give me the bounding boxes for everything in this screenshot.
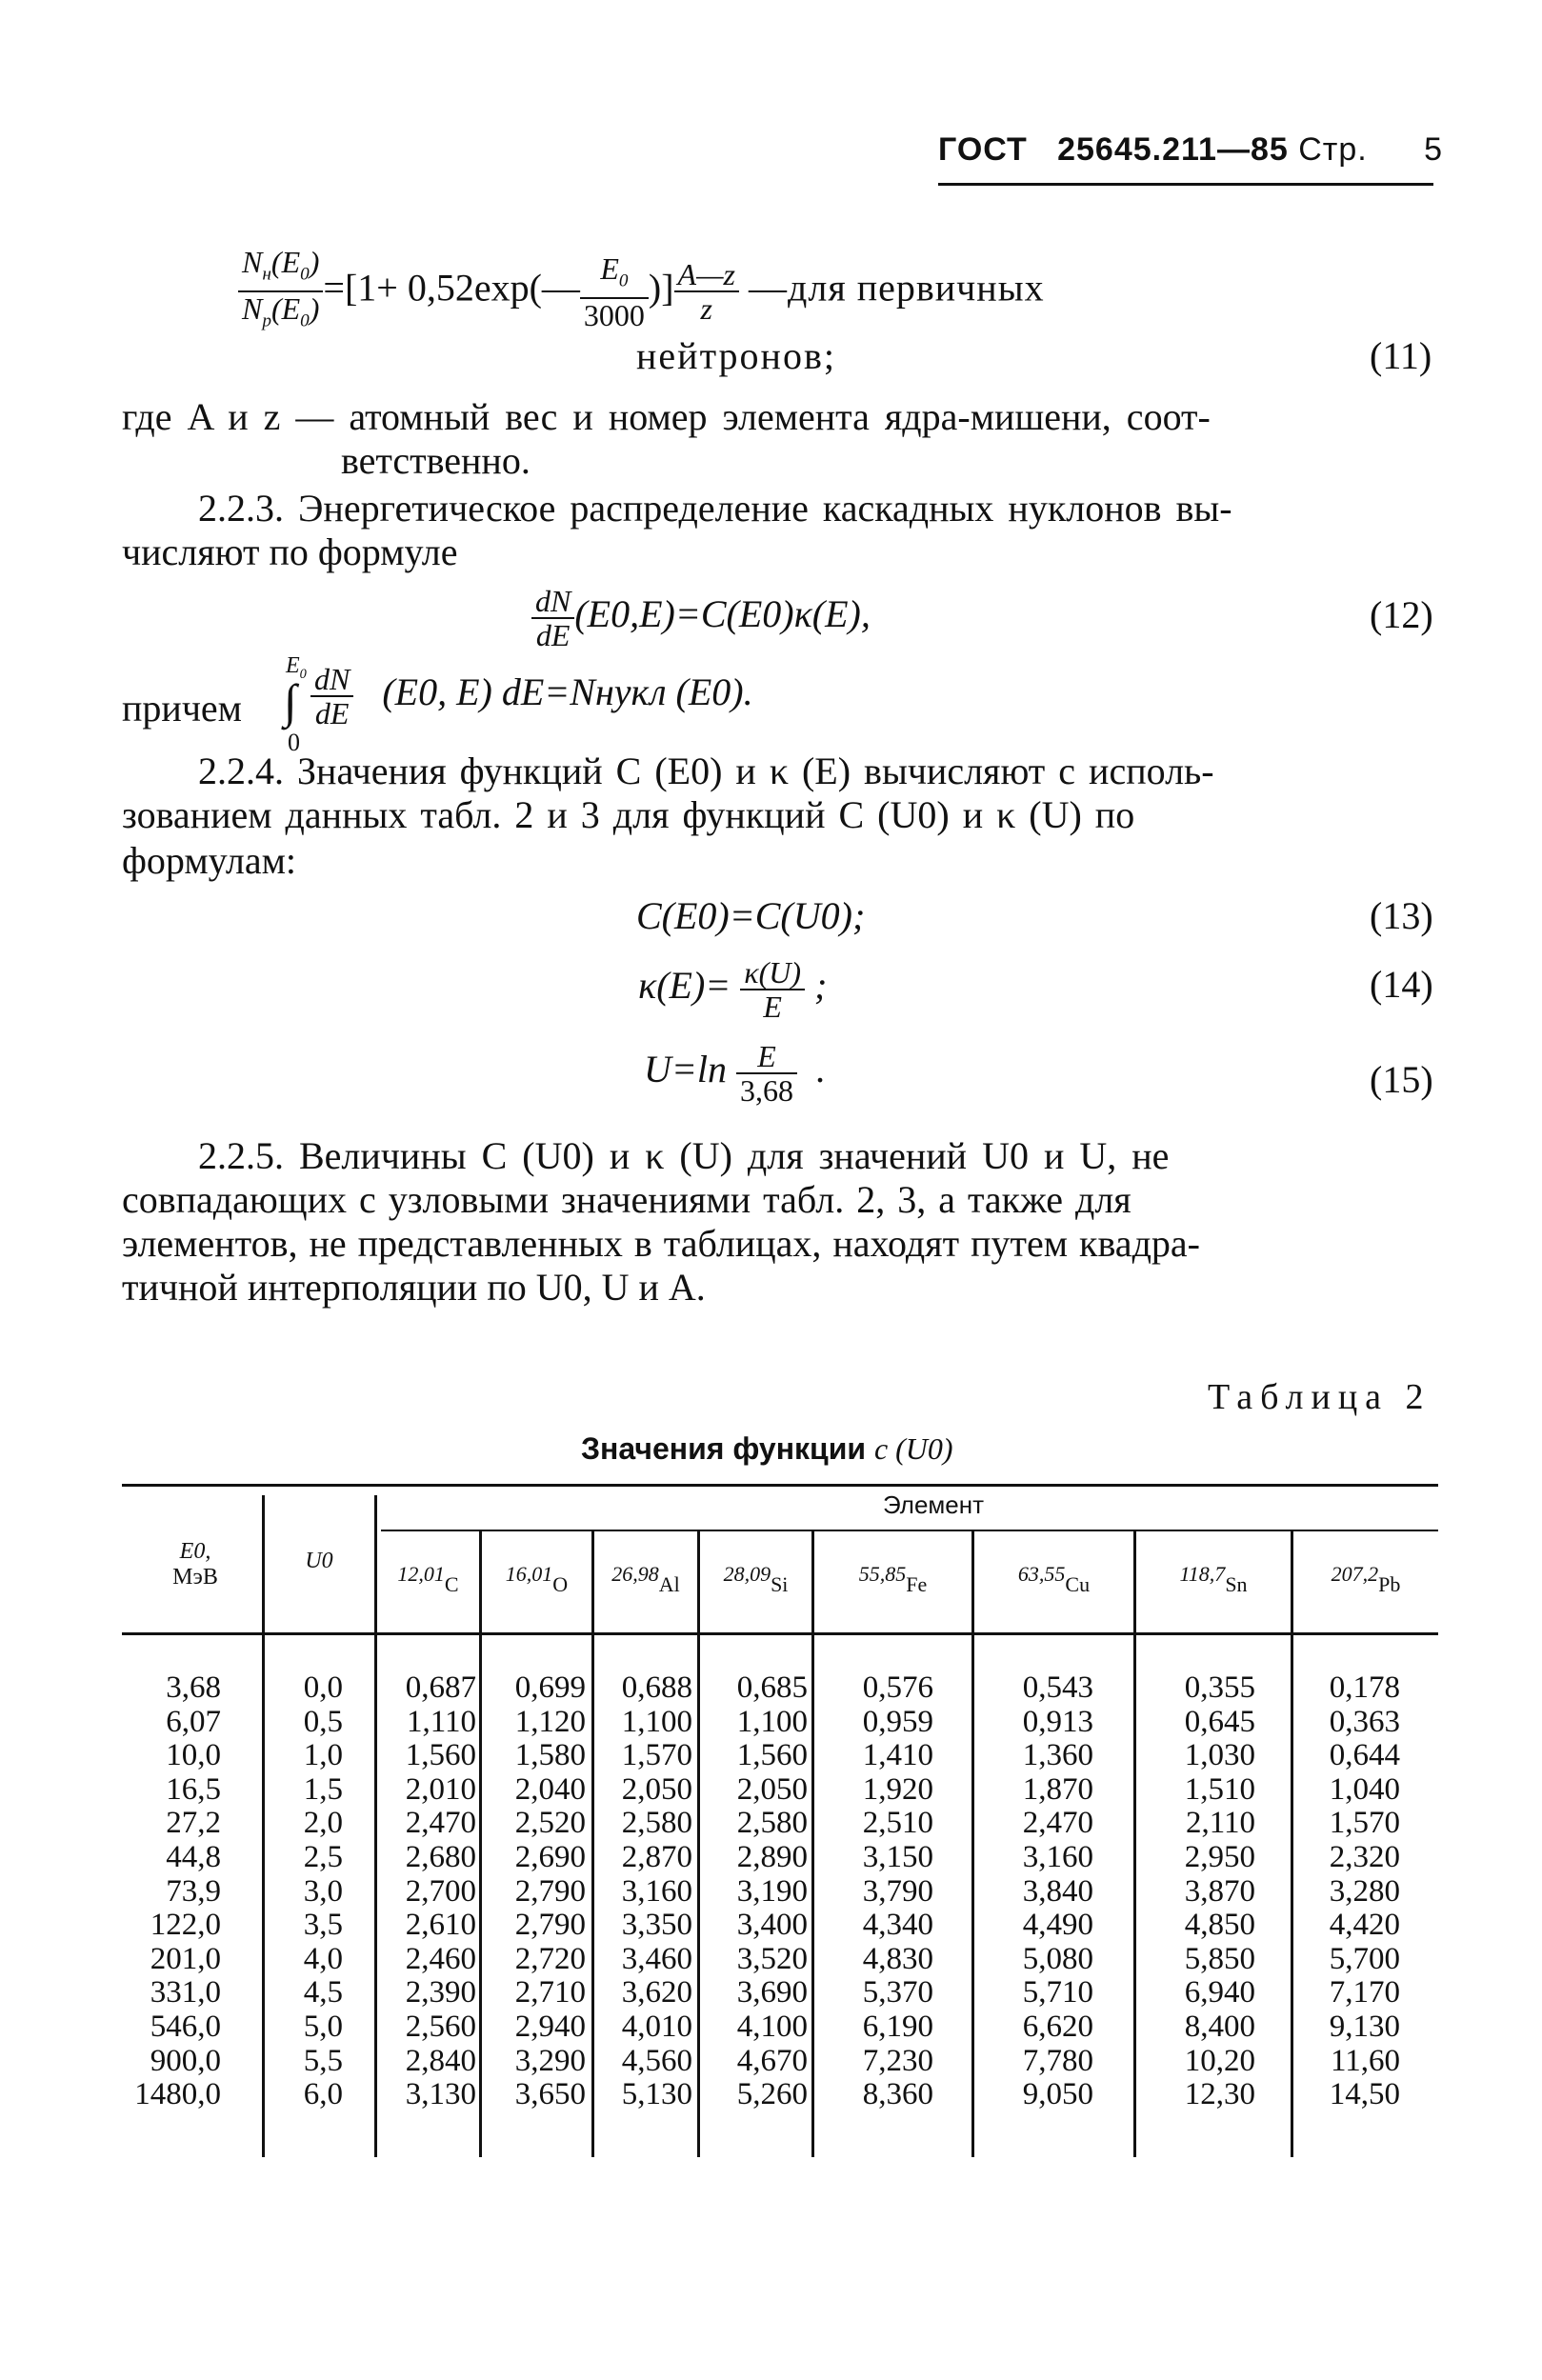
table-cell: 0,645 <box>1184 1704 1255 1739</box>
table-cell: 7,170 <box>1329 1975 1400 2010</box>
table-cell: 1,040 <box>1329 1771 1400 1807</box>
column-sn <box>1103 1671 1255 2112</box>
element-mass: 12,01 <box>397 1562 445 1586</box>
table-cell: 5,850 <box>1184 1941 1255 1976</box>
table-cell: 0,0 <box>303 1670 343 1705</box>
table-cell: 2,010 <box>405 1771 476 1807</box>
eq14-number: (14) <box>1370 963 1433 1006</box>
table-cell: 1,360 <box>1022 1738 1093 1773</box>
paragraph-225-line4: тичной интерполяции по U0, U и A. <box>122 1266 706 1309</box>
table-cell: 5,710 <box>1022 1975 1093 2010</box>
table-cell: 1,570 <box>1329 1806 1400 1841</box>
header-number: 25645.211—85 <box>1057 131 1289 168</box>
table-cell: 1,580 <box>514 1738 586 1773</box>
table-cell: 4,100 <box>736 2009 808 2044</box>
element-header-fe <box>814 1562 971 1597</box>
table-cell: 1,0 <box>303 1738 343 1773</box>
table-cell: 4,010 <box>621 2009 692 2044</box>
element-mass: 63,55 <box>1017 1562 1066 1586</box>
table-cell: 3,5 <box>303 1908 343 1943</box>
table-cell: 201,0 <box>150 1941 221 1976</box>
table-cell: 2,580 <box>621 1806 692 1841</box>
header-page-number: 5 <box>1424 131 1443 168</box>
table-cell: 5,700 <box>1329 1941 1400 1976</box>
eq13-number: (13) <box>1370 894 1433 937</box>
paragraph-224-line3: формулам: <box>122 839 297 882</box>
table-cell: 1,030 <box>1184 1738 1255 1773</box>
element-symbol: C <box>444 1572 459 1597</box>
table-cell: 2,560 <box>405 2009 476 2044</box>
paragraph-224-line1: 2.2.4. Значения функций C (E0) и κ (E) вычисляют с исполь- <box>198 750 1214 792</box>
table-cell: 73,9 <box>166 1873 221 1909</box>
table-cell: 2,460 <box>405 1941 476 1976</box>
table-cell: 3,690 <box>736 1975 808 2010</box>
paragraph-where-line1: где A и z — атомный вес и номер элемента ядра-мишени, соот- <box>122 395 1211 438</box>
element-symbol: Si <box>771 1572 789 1597</box>
table-cell: 9,050 <box>1022 2077 1093 2112</box>
table-cell: 2,520 <box>514 1806 586 1841</box>
paragraph-225-line1: 2.2.5. Величины C (U0) и κ (U) для значений U0 и U, не <box>198 1134 1170 1177</box>
table-cell: 2,610 <box>405 1908 476 1943</box>
table-cell: 2,580 <box>736 1806 808 1841</box>
table-cell: 1,110 <box>406 1704 476 1739</box>
table-cell: 2,890 <box>736 1839 808 1874</box>
table-cell: 1,870 <box>1022 1771 1093 1807</box>
table-cell: 6,190 <box>862 2009 933 2044</box>
table-cell: 1,120 <box>514 1704 586 1739</box>
table-cell: 122,0 <box>150 1908 221 1943</box>
table-top-rule <box>122 1484 1438 1487</box>
prichem-expression: $\frac{dN}{dE}$ (E0, E) dE=Nнукл (E0). <box>310 663 753 730</box>
table-cell: 2,690 <box>514 1839 586 1874</box>
table-cell: 1,5 <box>303 1771 343 1807</box>
table-cell: 0,685 <box>736 1670 808 1705</box>
table-cell: 4,0 <box>303 1941 343 1976</box>
table-group-rule <box>381 1530 1438 1531</box>
table-cell: 2,510 <box>862 1806 933 1841</box>
table-cell: 8,360 <box>862 2077 933 2112</box>
table-cell: 1,510 <box>1184 1771 1255 1807</box>
table-cell: 0,5 <box>303 1704 343 1739</box>
element-symbol: Cu <box>1065 1572 1091 1597</box>
table-cell: 1,570 <box>621 1738 692 1773</box>
eq11-exp-fraction: $\frac{E_0}{3000}$ <box>580 252 649 331</box>
eq11-lhs-fraction: $\frac{N_н(E_0)}{N_p(E_0)}$ <box>238 246 323 338</box>
element-mass: 55,85 <box>858 1562 907 1586</box>
equation-13: C(E0)=C(U0); <box>636 894 866 937</box>
paragraph-223-line1: 2.2.3. Энергетическое распределение каскадных нуклонов вы- <box>198 487 1232 530</box>
element-mass: 28,09 <box>723 1562 771 1586</box>
table-cell: 546,0 <box>150 2009 221 2044</box>
table-cell: 4,490 <box>1022 1908 1093 1943</box>
table-cell: 0,913 <box>1022 1704 1093 1739</box>
table-cell: 1480,0 <box>134 2077 221 2112</box>
table-cell: 1,100 <box>736 1704 808 1739</box>
integral-lower-limit: 0 <box>288 729 300 756</box>
column-cu <box>941 1671 1093 2112</box>
header-page-label: Стр. <box>1298 131 1368 168</box>
table-cell: 6,620 <box>1022 2009 1093 2044</box>
element-header-al <box>594 1562 697 1597</box>
paragraph-223-line2: числяют по формуле <box>122 530 458 573</box>
prichem-word: причем <box>122 687 242 730</box>
table-cell: 3,130 <box>405 2077 476 2112</box>
eq11-rhs-a: =[1+ 0,52exp(— <box>323 266 580 310</box>
table-cell: 4,560 <box>621 2043 692 2078</box>
table-label: Таблица 2 <box>1208 1377 1432 1417</box>
table-cell: 3,160 <box>1022 1839 1093 1874</box>
table-cell: 2,5 <box>303 1839 343 1874</box>
table-cell: 2,790 <box>514 1908 586 1943</box>
table-cell: 3,68 <box>166 1670 221 1705</box>
element-mass: 118,7 <box>1179 1562 1226 1586</box>
column-fe <box>781 1671 933 2112</box>
table-cell: 2,050 <box>736 1771 808 1807</box>
column-pb <box>1248 1671 1400 2112</box>
table-cell: 2,470 <box>1022 1806 1093 1841</box>
table-cell: 1,560 <box>736 1738 808 1773</box>
table-cell: 5,370 <box>862 1975 933 2010</box>
table-cell: 2,700 <box>405 1873 476 1909</box>
paragraph-225-line3: элементов, не представленных в таблицах, находят путем квадра- <box>122 1222 1200 1265</box>
table-cell: 14,50 <box>1329 2077 1400 2112</box>
table-cell: 5,5 <box>303 2043 343 2078</box>
table-cell: 2,040 <box>514 1771 586 1807</box>
table-cell: 0,699 <box>514 1670 586 1705</box>
table-cell: 4,830 <box>862 1941 933 1976</box>
table-cell: 4,420 <box>1329 1908 1400 1943</box>
table-cell: 10,20 <box>1184 2043 1255 2078</box>
table-cell: 2,0 <box>303 1806 343 1841</box>
element-symbol: Sn <box>1225 1572 1248 1597</box>
col-header-u0: U0 <box>305 1549 333 1573</box>
table-cell: 1,920 <box>862 1771 933 1807</box>
table-cell: 0,363 <box>1329 1704 1400 1739</box>
table-cell: 3,840 <box>1022 1873 1093 1909</box>
table-cell: 8,400 <box>1184 2009 1255 2044</box>
table-cell: 1,560 <box>405 1738 476 1773</box>
table-header-rule <box>122 1632 1438 1635</box>
element-header-o <box>482 1562 591 1597</box>
table-cell: 900,0 <box>150 2043 221 2078</box>
table-cell: 44,8 <box>166 1839 221 1874</box>
integral-upper-limit: $E_0$ <box>286 653 307 682</box>
table-cell: 0,687 <box>405 1670 476 1705</box>
running-header <box>938 131 1443 173</box>
table-cell: 3,280 <box>1329 1873 1400 1909</box>
table-cell: 6,940 <box>1184 1975 1255 2010</box>
table-cell: 0,688 <box>621 1670 692 1705</box>
element-symbol: Fe <box>906 1572 928 1597</box>
table-cell: 2,940 <box>514 2009 586 2044</box>
header-standard: ГОСТ <box>938 131 1028 168</box>
element-symbol: O <box>552 1572 569 1597</box>
table-title: Значения функции c (U0) <box>581 1431 953 1466</box>
table-cell: 2,680 <box>405 1839 476 1874</box>
col-header-e0: E0, МэВ <box>172 1539 218 1590</box>
table-cell: 5,080 <box>1022 1941 1093 1976</box>
table-cell: 5,260 <box>736 2077 808 2112</box>
table-cell: 0,543 <box>1022 1670 1093 1705</box>
paragraph-where-line2: ветственно. <box>341 439 531 482</box>
eq12-number: (12) <box>1370 593 1433 636</box>
equation-11 <box>238 246 1045 338</box>
header-rule <box>938 183 1433 186</box>
table-cell: 4,340 <box>862 1908 933 1943</box>
table-cell: 3,400 <box>736 1908 808 1943</box>
table-cell: 3,520 <box>736 1941 808 1976</box>
element-mass: 16,01 <box>505 1562 553 1586</box>
table-cell: 1,410 <box>862 1738 933 1773</box>
table-cell: 27,2 <box>166 1806 221 1841</box>
table-cell: 2,790 <box>514 1873 586 1909</box>
table-cell: 331,0 <box>150 1975 221 2010</box>
table-cell: 7,780 <box>1022 2043 1093 2078</box>
table-cell: 16,5 <box>166 1771 221 1807</box>
table-cell: 0,959 <box>862 1704 933 1739</box>
table-cell: 4,850 <box>1184 1908 1255 1943</box>
table-cell: 6,0 <box>303 2077 343 2112</box>
element-header-cu <box>974 1562 1133 1597</box>
column-u0 <box>190 1671 343 2112</box>
element-mass: 26,98 <box>611 1562 659 1586</box>
table-cell: 5,0 <box>303 2009 343 2044</box>
eq11-power-fraction: $\frac{A—z}{z}$ <box>674 258 739 325</box>
table-cell: 3,620 <box>621 1975 692 2010</box>
table-cell: 2,390 <box>405 1975 476 2010</box>
table-cell: 11,60 <box>1330 2043 1400 2078</box>
element-header-si <box>700 1562 811 1597</box>
table-cell: 3,460 <box>621 1941 692 1976</box>
eq15-number: (15) <box>1370 1058 1433 1101</box>
table-cell: 2,950 <box>1184 1839 1255 1874</box>
table-cell: 7,230 <box>862 2043 933 2078</box>
table-cell: 0,644 <box>1329 1738 1400 1773</box>
table-cell: 0,576 <box>862 1670 933 1705</box>
table-cell: 3,150 <box>862 1839 933 1874</box>
element-symbol: Al <box>658 1572 680 1597</box>
element-header-pb <box>1293 1562 1438 1597</box>
eq11-line2: нейтронов; <box>636 334 836 377</box>
element-header-c <box>377 1562 479 1597</box>
table-cell: 9,130 <box>1329 2009 1400 2044</box>
table-cell: 3,0 <box>303 1873 343 1909</box>
table-cell: 2,050 <box>621 1771 692 1807</box>
table-cell: 3,350 <box>621 1908 692 1943</box>
table-cell: 10,0 <box>166 1738 221 1773</box>
table-cell: 6,07 <box>166 1704 221 1739</box>
paragraph-224-line2: зованием данных табл. 2 и 3 для функций C (U0) и κ (U) по <box>122 793 1135 836</box>
table-cell: 3,190 <box>736 1873 808 1909</box>
integral-sign: ∫ <box>284 674 297 728</box>
table-cell: 0,178 <box>1329 1670 1400 1705</box>
table-cell: 2,840 <box>405 2043 476 2078</box>
table-cell: 2,720 <box>514 1941 586 1976</box>
eq11-rhs-c: —для первичных <box>749 266 1045 310</box>
equation-15: U=ln $\frac{E}{3,68}$ . <box>644 1039 826 1108</box>
table-cell: 3,160 <box>621 1873 692 1909</box>
table-cell: 4,670 <box>736 2043 808 2078</box>
element-header-sn <box>1136 1562 1291 1597</box>
table-cell: 2,320 <box>1329 1839 1400 1874</box>
col-header-element-group: Элемент <box>882 1490 985 1519</box>
table-cell: 2,710 <box>514 1975 586 2010</box>
table-cell: 3,290 <box>514 2043 586 2078</box>
equation-14: κ(E)= $\frac{\kappa(U)}{E}$ ; <box>638 955 828 1024</box>
equation-12: $\frac{dN}{dE}$ (E0,E)=C(E0)κ(E), <box>531 585 871 651</box>
eq11-rhs-b: )] <box>648 266 674 310</box>
table-cell: 0,355 <box>1184 1670 1255 1705</box>
table-cell: 2,470 <box>405 1806 476 1841</box>
table-cell: 3,870 <box>1184 1873 1255 1909</box>
table-cell: 4,5 <box>303 1975 343 2010</box>
element-symbol: Pb <box>1378 1572 1401 1597</box>
table-cell: 3,650 <box>514 2077 586 2112</box>
table-cell: 2,110 <box>1185 1806 1255 1841</box>
table-cell: 12,30 <box>1184 2077 1255 2112</box>
table-cell: 1,100 <box>621 1704 692 1739</box>
eq11-number: (11) <box>1370 334 1432 377</box>
table-cell: 3,790 <box>862 1873 933 1909</box>
table-cell: 5,130 <box>621 2077 692 2112</box>
element-mass: 207,2 <box>1331 1562 1379 1586</box>
paragraph-225-line2: совпадающих с узловыми значениями табл. 2, 3, а также для <box>122 1178 1131 1221</box>
table-cell: 2,870 <box>621 1839 692 1874</box>
